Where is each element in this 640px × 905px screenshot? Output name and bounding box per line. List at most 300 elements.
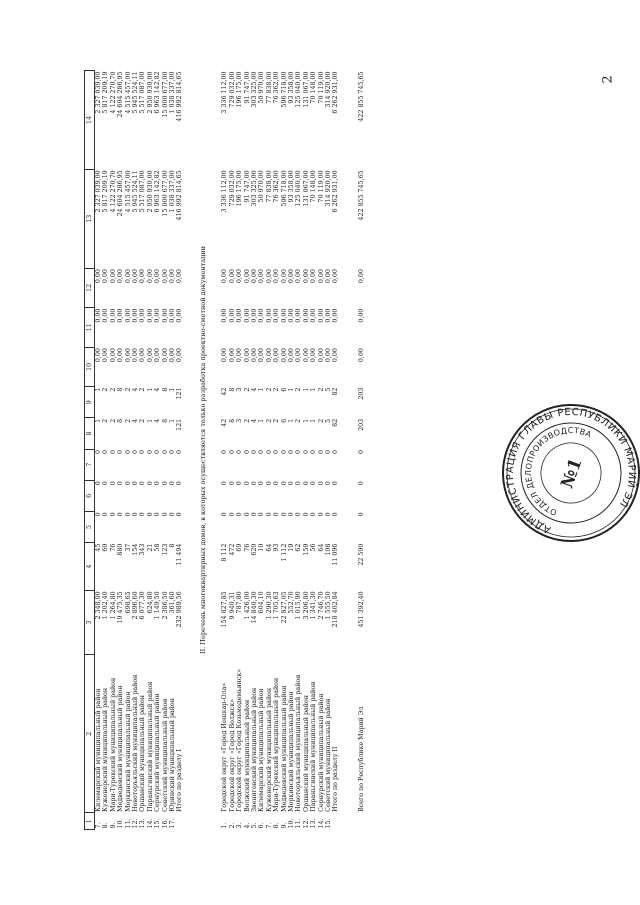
cell: 56 bbox=[310, 543, 318, 552]
row-label: Городской округ «Город Козьмодемьянск» bbox=[236, 668, 244, 812]
cell: 0 bbox=[357, 512, 365, 517]
cell: 2 896,60 bbox=[132, 591, 140, 620]
cell: 2 bbox=[317, 387, 325, 392]
row-label: Итого по разделу II bbox=[332, 746, 340, 812]
cell: 0 bbox=[228, 512, 236, 517]
cell: 0 bbox=[265, 481, 273, 486]
cell: 50 970,00 bbox=[258, 170, 266, 203]
cell: 0,00 bbox=[295, 269, 303, 284]
cell: 2 bbox=[109, 418, 117, 423]
cell: 2 bbox=[139, 418, 147, 423]
cell: 0 bbox=[302, 512, 310, 517]
cell: 361,60 bbox=[169, 591, 177, 614]
cell: 1 bbox=[310, 418, 318, 423]
cell: 8 112 bbox=[221, 543, 229, 562]
cell: 8 bbox=[228, 418, 236, 423]
cell: 10. bbox=[117, 818, 125, 829]
table-row bbox=[244, 71, 251, 830]
cell: 0,00 bbox=[109, 348, 117, 363]
cell: 2 746,70 bbox=[317, 591, 325, 620]
cell: 0,00 bbox=[176, 348, 184, 363]
cell: 196 175,00 bbox=[236, 170, 244, 207]
cell: 15 000 677,00 bbox=[161, 170, 169, 217]
cell: 17. bbox=[169, 818, 177, 829]
cell: 10. bbox=[287, 818, 295, 829]
cell: 0 bbox=[317, 512, 325, 517]
cell: 0 bbox=[324, 512, 332, 517]
cell: 8 bbox=[117, 418, 125, 423]
table-row bbox=[162, 71, 169, 830]
cell: 0,00 bbox=[117, 269, 125, 284]
cell: 6 963 142,82 bbox=[154, 71, 162, 114]
cell: 0,00 bbox=[95, 348, 102, 363]
cell: 0,00 bbox=[139, 348, 147, 363]
cell: 0,00 bbox=[102, 348, 110, 363]
cell: 11 096 bbox=[332, 543, 340, 566]
cell: 125 040,00 bbox=[295, 71, 303, 108]
cell: 0 bbox=[109, 481, 117, 486]
cell: 0 bbox=[95, 512, 102, 517]
cell: 0 bbox=[265, 450, 273, 455]
cell: 6 bbox=[280, 418, 288, 423]
column-number-6: 6 bbox=[85, 480, 95, 511]
cell: 0 bbox=[287, 481, 295, 486]
cell: 0 bbox=[273, 481, 281, 486]
cell: 2 bbox=[265, 418, 273, 423]
table-row bbox=[258, 71, 265, 830]
cell: 0,00 bbox=[310, 269, 318, 284]
cell: 0,00 bbox=[250, 308, 258, 323]
cell: 1 bbox=[302, 418, 310, 423]
cell: 0 bbox=[258, 450, 266, 455]
cell: 12. bbox=[302, 818, 310, 829]
cell: 0,00 bbox=[280, 308, 288, 323]
row-label: Мари-Турекский муниципальный район bbox=[273, 677, 281, 812]
cell: 42 bbox=[221, 387, 229, 396]
cell: 0 bbox=[280, 481, 288, 486]
cell: 0 bbox=[176, 512, 184, 517]
cell: 2 bbox=[317, 418, 325, 423]
cell: 232 989,56 bbox=[176, 591, 184, 628]
cell: 6 262 931,00 bbox=[332, 170, 340, 213]
cell: 203 bbox=[357, 387, 365, 400]
cell: 0,00 bbox=[169, 308, 177, 323]
cell: 0 bbox=[161, 481, 169, 486]
cell: 76 362,00 bbox=[273, 170, 281, 203]
cell: 0 bbox=[295, 481, 303, 486]
cell: 93 358,00 bbox=[287, 170, 295, 203]
cell: 218 402,84 bbox=[332, 591, 340, 628]
row-label: Советский муниципальный район bbox=[161, 698, 169, 812]
cell: 0,00 bbox=[287, 308, 295, 323]
cell: 42 bbox=[221, 418, 229, 427]
cell: 11. bbox=[295, 818, 303, 829]
table-row bbox=[325, 71, 332, 830]
cell: 15. bbox=[324, 818, 332, 829]
cell: 0,00 bbox=[132, 308, 140, 323]
row-label: Волжский муниципальный район bbox=[243, 699, 251, 812]
cell: 0,00 bbox=[258, 269, 266, 284]
cell: 64 bbox=[265, 543, 273, 552]
table-row bbox=[266, 71, 273, 830]
cell: 159 bbox=[302, 543, 310, 556]
cell: 343 bbox=[139, 543, 147, 556]
cell: 0 bbox=[273, 512, 281, 517]
cell: 8 bbox=[169, 543, 177, 548]
cell: 0,00 bbox=[310, 348, 318, 363]
cell: 5 bbox=[324, 418, 332, 423]
cell: 8. bbox=[102, 822, 110, 829]
cell: 0,00 bbox=[161, 348, 169, 363]
cell: 4 122 270,70 bbox=[109, 170, 117, 213]
cell: 2 bbox=[124, 418, 132, 423]
cell: 596 718,00 bbox=[280, 170, 288, 207]
table-row bbox=[310, 71, 317, 830]
cell: 0 bbox=[243, 512, 251, 517]
cell: 0,00 bbox=[124, 269, 132, 284]
cell: 0,00 bbox=[302, 308, 310, 323]
cell: 0,00 bbox=[146, 269, 154, 284]
table-row bbox=[147, 71, 154, 830]
cell: 93 bbox=[273, 543, 281, 552]
cell: 91 747,00 bbox=[243, 71, 251, 104]
cell: 2 bbox=[109, 387, 117, 392]
cell: 123 bbox=[161, 543, 169, 556]
cell: 0 bbox=[95, 450, 102, 455]
cell: 0 bbox=[243, 481, 251, 486]
cell: 0,00 bbox=[124, 348, 132, 363]
cell: 0 bbox=[295, 512, 303, 517]
cell: 0 bbox=[169, 512, 177, 517]
cell: 1 bbox=[287, 387, 295, 392]
cell: 45 bbox=[95, 543, 102, 552]
cell: 1 015,90 bbox=[295, 591, 303, 620]
cell: 70 119,00 bbox=[317, 71, 325, 104]
column-number-2: 2 bbox=[85, 655, 95, 813]
cell: 0,00 bbox=[124, 308, 132, 323]
cell: 0 bbox=[139, 481, 147, 486]
cell: 1 bbox=[287, 418, 295, 423]
cell: 0,00 bbox=[295, 348, 303, 363]
cell: 5 817 209,19 bbox=[102, 71, 110, 114]
cell: 0 bbox=[109, 512, 117, 517]
row-label: Моркинский муниципальный район bbox=[287, 691, 295, 812]
cell: 22 590 bbox=[357, 543, 365, 566]
cell: 1 264,80 bbox=[109, 591, 117, 620]
cell: 0,00 bbox=[324, 308, 332, 323]
cell: 19 475,35 bbox=[117, 591, 125, 624]
cell: 0,00 bbox=[295, 308, 303, 323]
cell: 0,00 bbox=[332, 308, 340, 323]
cell: 0,00 bbox=[287, 269, 295, 284]
svg-text:ОТДЕЛ ДЕЛОПРОИЗВОДСТВА: ОТДЕЛ ДЕЛОПРОИЗВОДСТВА bbox=[523, 425, 593, 518]
cell: 0,00 bbox=[317, 308, 325, 323]
cell: 0,00 bbox=[132, 348, 140, 363]
cell: 314 920,00 bbox=[324, 71, 332, 108]
column-number-5: 5 bbox=[85, 511, 95, 542]
cell: 77 838,00 bbox=[265, 170, 273, 203]
cell: 1 038 337,00 bbox=[169, 170, 177, 213]
cell: 0 bbox=[280, 512, 288, 517]
cell: 6 262 931,00 bbox=[332, 71, 340, 114]
cell: 0 bbox=[273, 450, 281, 455]
table-row bbox=[303, 71, 310, 830]
table-row bbox=[251, 71, 258, 830]
cell: 416 992 814,65 bbox=[176, 71, 184, 122]
table-row bbox=[102, 71, 109, 830]
cell: 2 bbox=[265, 387, 273, 392]
row-label: Параньгинский муниципальный район bbox=[146, 681, 154, 812]
cell: 121 bbox=[176, 418, 184, 431]
cell: 0,00 bbox=[169, 348, 177, 363]
cell: 303 325,00 bbox=[250, 71, 258, 108]
cell: 22 827,05 bbox=[280, 591, 288, 624]
cell: 16. bbox=[161, 818, 169, 829]
cell: 82 bbox=[332, 418, 340, 427]
cell: 0,00 bbox=[102, 269, 110, 284]
cell: 0,00 bbox=[169, 269, 177, 284]
row-label: Куженерский муниципальный район bbox=[265, 687, 273, 812]
cell: 0 bbox=[324, 450, 332, 455]
table-row bbox=[139, 71, 146, 830]
cell: 0,00 bbox=[280, 348, 288, 363]
cell: 0 bbox=[146, 512, 154, 517]
cell: 37 bbox=[124, 543, 132, 552]
cell: 21 bbox=[146, 543, 154, 552]
cell: 2 bbox=[102, 387, 110, 392]
cell: 0,00 bbox=[280, 269, 288, 284]
cell: 4. bbox=[243, 822, 251, 829]
cell: 1 290,30 bbox=[265, 591, 273, 620]
cell: 19 bbox=[287, 543, 295, 552]
cell: 0,00 bbox=[243, 269, 251, 284]
cell: 0,00 bbox=[273, 269, 281, 284]
cell: 0 bbox=[146, 481, 154, 486]
cell: 4 bbox=[250, 418, 258, 423]
table-row bbox=[125, 71, 132, 830]
cell bbox=[342, 813, 365, 830]
cell: 91 747,00 bbox=[243, 170, 251, 203]
row-label: Советский муниципальный район bbox=[324, 698, 332, 812]
cell: 2 950 930,00 bbox=[146, 170, 154, 213]
cell: 620 bbox=[250, 543, 258, 556]
row-label: Юринский муниципальный район bbox=[169, 698, 177, 812]
cell: 0,00 bbox=[139, 269, 147, 284]
cell: 0,00 bbox=[221, 348, 229, 363]
cell: 2 386,50 bbox=[161, 591, 169, 620]
cell: 13. bbox=[310, 818, 318, 829]
table-row bbox=[95, 71, 103, 830]
cell: 0 bbox=[102, 450, 110, 455]
cell: 0 bbox=[139, 450, 147, 455]
cell: 3 336 112,00 bbox=[221, 170, 229, 213]
cell: 11. bbox=[124, 818, 132, 829]
cell: 8 bbox=[161, 387, 169, 392]
cell: 1 bbox=[95, 387, 102, 392]
table-row bbox=[169, 71, 176, 830]
row-label: Всего по Республике Марий Эл bbox=[357, 706, 365, 812]
cell: 2 bbox=[273, 387, 281, 392]
row-label: Мари-Турекский муниципальный район bbox=[109, 677, 117, 812]
table-row bbox=[273, 71, 280, 830]
cell: 0 bbox=[332, 512, 340, 517]
cell: 0,00 bbox=[161, 269, 169, 284]
cell: 0,00 bbox=[273, 348, 281, 363]
cell: 6. bbox=[258, 822, 266, 829]
cell: 0 bbox=[265, 512, 273, 517]
row-label: Оршанский муниципальный район bbox=[139, 695, 147, 812]
cell: 451 392,40 bbox=[357, 591, 365, 628]
cell: 0,00 bbox=[132, 269, 140, 284]
cell: 0 bbox=[250, 481, 258, 486]
cell: 0,00 bbox=[109, 308, 117, 323]
table-row bbox=[132, 71, 139, 830]
cell: 0 bbox=[124, 512, 132, 517]
cell: 77 838,00 bbox=[265, 71, 273, 104]
cell: 0,00 bbox=[258, 308, 266, 323]
cell: 0 bbox=[154, 481, 162, 486]
row-label: Итого по разделу I bbox=[176, 749, 184, 812]
cell bbox=[176, 813, 185, 830]
cell: 0 bbox=[310, 481, 318, 486]
cell: 0 bbox=[332, 450, 340, 455]
table-row bbox=[281, 71, 288, 830]
cell: 0 bbox=[302, 450, 310, 455]
official-seal bbox=[496, 398, 640, 548]
row-label: Параньгинский муниципальный район bbox=[310, 681, 318, 812]
cell: 0,00 bbox=[357, 348, 365, 363]
cell: 0 bbox=[161, 512, 169, 517]
cell: 0,00 bbox=[265, 308, 273, 323]
cell: 0,00 bbox=[310, 308, 318, 323]
cell: 1 202,40 bbox=[102, 591, 110, 620]
cell: 60 bbox=[102, 543, 110, 552]
cell: 24 604 286,95 bbox=[117, 170, 125, 217]
cell: 93 358,00 bbox=[287, 71, 295, 104]
cell: 0 bbox=[236, 512, 244, 517]
cell: 880 bbox=[117, 543, 125, 556]
cell: 1. bbox=[221, 822, 229, 829]
cell: 10 bbox=[258, 543, 266, 552]
cell: 76 bbox=[109, 543, 117, 552]
cell: 0,00 bbox=[324, 269, 332, 284]
cell: 82 bbox=[332, 387, 340, 396]
cell: 0 bbox=[236, 481, 244, 486]
cell: 314 920,00 bbox=[324, 170, 332, 207]
cell: 4 122 270,70 bbox=[109, 71, 117, 114]
cell: 62 bbox=[295, 543, 303, 552]
cell: 0,00 bbox=[236, 308, 244, 323]
cell: 5 517 087,00 bbox=[139, 71, 147, 114]
cell: 1 bbox=[310, 387, 318, 392]
row-label: Медведевский муниципальный район bbox=[280, 685, 288, 812]
cell: 2 327 039,00 bbox=[95, 71, 102, 114]
cell: 0 bbox=[357, 481, 365, 486]
cell: 0 bbox=[317, 481, 325, 486]
cell: 4 bbox=[154, 418, 162, 423]
cell: 0,00 bbox=[357, 269, 365, 284]
cell: 0,00 bbox=[243, 308, 251, 323]
cell: 0 bbox=[102, 481, 110, 486]
cell: 0 bbox=[310, 450, 318, 455]
cell: 0,00 bbox=[95, 269, 102, 284]
cell: 303 325,00 bbox=[250, 170, 258, 207]
cell: 14. bbox=[146, 818, 154, 829]
cell: 76 362,00 bbox=[273, 71, 281, 104]
cell: 3 bbox=[236, 418, 244, 423]
row-label: Сернурский муниципальный район bbox=[317, 693, 325, 812]
cell: 131 067,00 bbox=[302, 71, 310, 108]
cell: 0,00 bbox=[357, 308, 365, 323]
cell: 108 bbox=[324, 543, 332, 556]
column-number-8: 8 bbox=[85, 418, 95, 449]
table-body bbox=[95, 71, 366, 830]
row-label: Звениговский муниципальный район bbox=[250, 687, 258, 812]
cell bbox=[332, 813, 341, 830]
cell: 0 bbox=[221, 512, 229, 517]
cell: 3 bbox=[236, 387, 244, 392]
cell: 787,80 bbox=[236, 591, 244, 614]
cell: 14. bbox=[317, 818, 325, 829]
cell: 0 bbox=[287, 450, 295, 455]
cell: 472 bbox=[228, 543, 236, 556]
table-row bbox=[318, 71, 325, 830]
cell: 0 bbox=[258, 481, 266, 486]
cell: 1 bbox=[169, 387, 177, 392]
cell: 3 206,80 bbox=[302, 591, 310, 620]
cell: 4 515 457,00 bbox=[124, 71, 132, 114]
cell: 0 bbox=[302, 481, 310, 486]
cell: 8 bbox=[161, 418, 169, 423]
table-row bbox=[236, 71, 243, 830]
cell: 13. bbox=[139, 818, 147, 829]
cell: 70 148,00 bbox=[310, 170, 318, 203]
cell: 2 bbox=[243, 387, 251, 392]
cell: 0,00 bbox=[161, 308, 169, 323]
cell: 0 bbox=[317, 450, 325, 455]
cell: 3. bbox=[236, 822, 244, 829]
cell: 0 bbox=[132, 450, 140, 455]
column-number-1: 1 bbox=[85, 813, 95, 830]
cell: 0 bbox=[124, 481, 132, 486]
cell: 0,00 bbox=[302, 348, 310, 363]
svg-text:АДМИНИСТРАЦИЯ ГЛАВЫ РЕСПУБЛИКИ: АДМИНИСТРАЦИЯ ГЛАВЫ РЕСПУБЛИКИ МАРИЙ ЭЛ bbox=[504, 406, 638, 535]
cell: 203 bbox=[357, 418, 365, 431]
column-number-10: 10 bbox=[85, 347, 95, 387]
cell: 0 bbox=[310, 512, 318, 517]
cell: 24 604 286,95 bbox=[117, 71, 125, 118]
cell: 0,00 bbox=[317, 348, 325, 363]
cell: 0 bbox=[95, 481, 102, 486]
cell: 1 149,50 bbox=[154, 591, 162, 620]
cell: 76 bbox=[243, 543, 251, 552]
row-label: Килемарский муниципальный район bbox=[258, 688, 266, 812]
cell: 6 963 142,82 bbox=[154, 170, 162, 213]
cell: 0,00 bbox=[243, 348, 251, 363]
section-total-row bbox=[176, 71, 185, 830]
cell: 11 494 bbox=[176, 543, 184, 566]
cell: 0,00 bbox=[228, 269, 236, 284]
cell: 0,00 bbox=[250, 348, 258, 363]
cell: 0 bbox=[258, 512, 266, 517]
cell: 0,00 bbox=[250, 269, 258, 284]
cell: 0,00 bbox=[287, 348, 295, 363]
column-number-4: 4 bbox=[85, 543, 95, 591]
cell: 0 bbox=[357, 450, 365, 455]
cell: 1 bbox=[258, 387, 266, 392]
row-label: Медведевский муниципальный район bbox=[117, 685, 125, 812]
cell: 0 bbox=[221, 450, 229, 455]
